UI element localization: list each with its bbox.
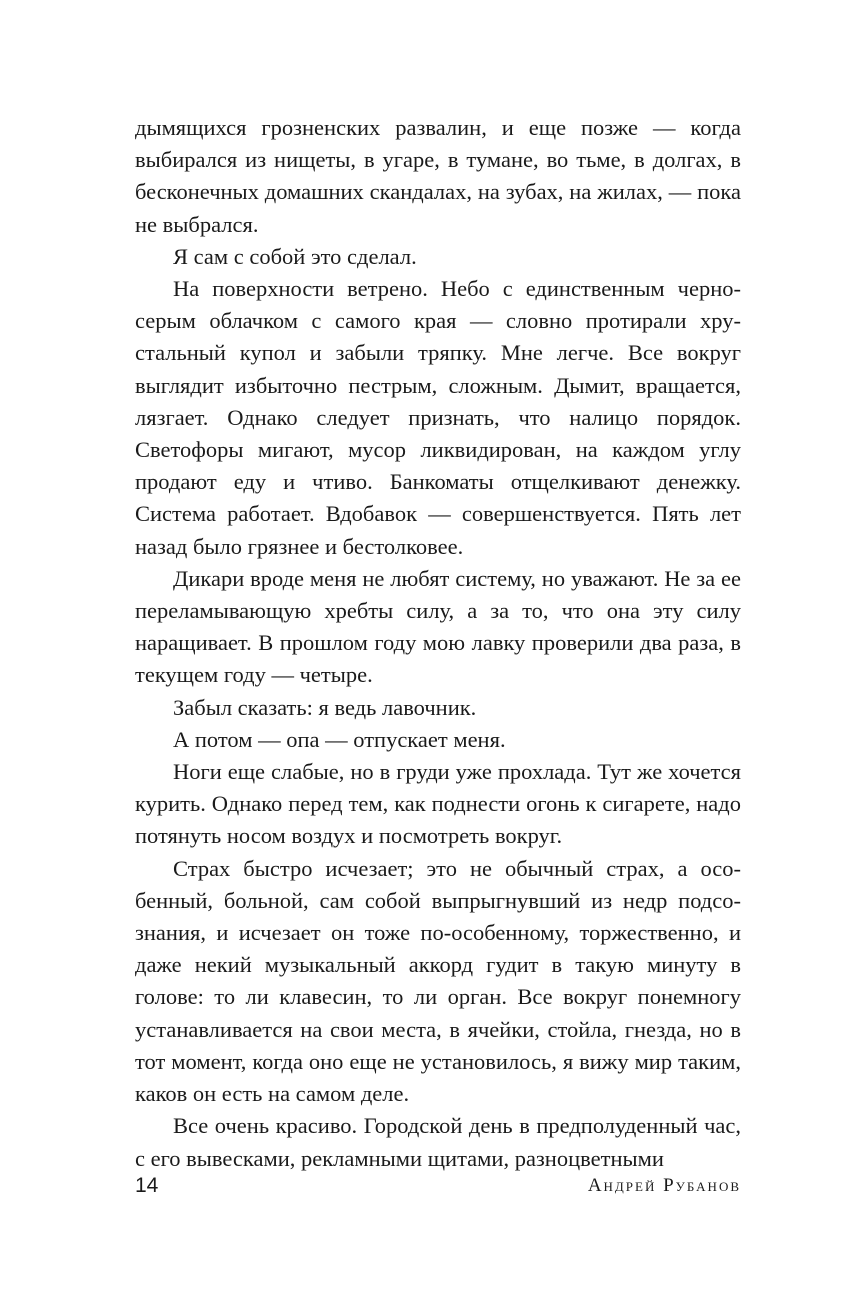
body-text: [135, 112, 741, 1175]
running-head-author: Андрей Рубанов: [587, 1175, 741, 1196]
paragraph-8: Страх быстро исчезает; это не обычный страх, а особенный, больной, сам собой выпрыгнувший из недр подсознания, и исчезает он тоже по-особенному, торжественно, и даже некий музыкальный аккорд гудит в такую минуту в голове: то ли клавесин, то ли орган. Все вокруг понемногу устанавливается на свои места, в ячейки, стойла, гнезда, но в тот момент, когда оно еще не установилось, я вижу мир таким, каков он есть на самом деле.: [135, 855, 741, 1107]
paragraph-4: Дикари вроде меня не любят систему, но уважают. Не за ее переламывающую хребты силу, а за то, что она эту силу наращивает. В прошлом году мою лавку проверили два раза, в текущем году — четыре.: [135, 565, 741, 688]
page-footer: [135, 1172, 741, 1202]
paragraph-6: А потом — опа — отпускает меня.: [173, 726, 506, 752]
paragraph-1: дымящихся грозненских развалин, и еще позже — когда выбирался из нищеты, в угаре, в тумане, во тьме, в долгах, в бесконечных домашних скандалах, на зубах, на жилах, — пока не выбрался.: [135, 115, 741, 237]
paragraph-7: Ноги еще слабые, но в груди уже прохлада. Тут же хочется курить. Однако перед тем, как поднести огонь к сигарете, надо потянуть носом воздух и посмотреть вокруг.: [135, 759, 741, 849]
page-number: 14: [135, 1174, 159, 1197]
paragraph-2: Я сам с собой это сделал.: [173, 243, 417, 269]
paragraph-5: Забыл сказать: я ведь лавочник.: [173, 694, 477, 720]
paragraph-3: На поверхности ветрено. Небо с единственным черносерым облачком с самого края — словно протирали хрустальный купол и забыли тряпку. Мне легче. Все вокруг выглядит избыточно пестрым, сложным. Дымит, вращается, лязгает. Однако следует признать, что налицо порядок. Светофоры мигают, мусор ликвидирован, на каждом углу продают еду и чтиво. Банкоматы отщелкивают денежку. Система работает. Вдобавок — совершенствуется. Пять лет назад было грязнее и бестолковее.: [135, 276, 741, 559]
paragraph-9: Все очень красиво. Городской день в предполуденный час, с его вывесками, рекламными щитами, разноцветными: [135, 1113, 741, 1171]
